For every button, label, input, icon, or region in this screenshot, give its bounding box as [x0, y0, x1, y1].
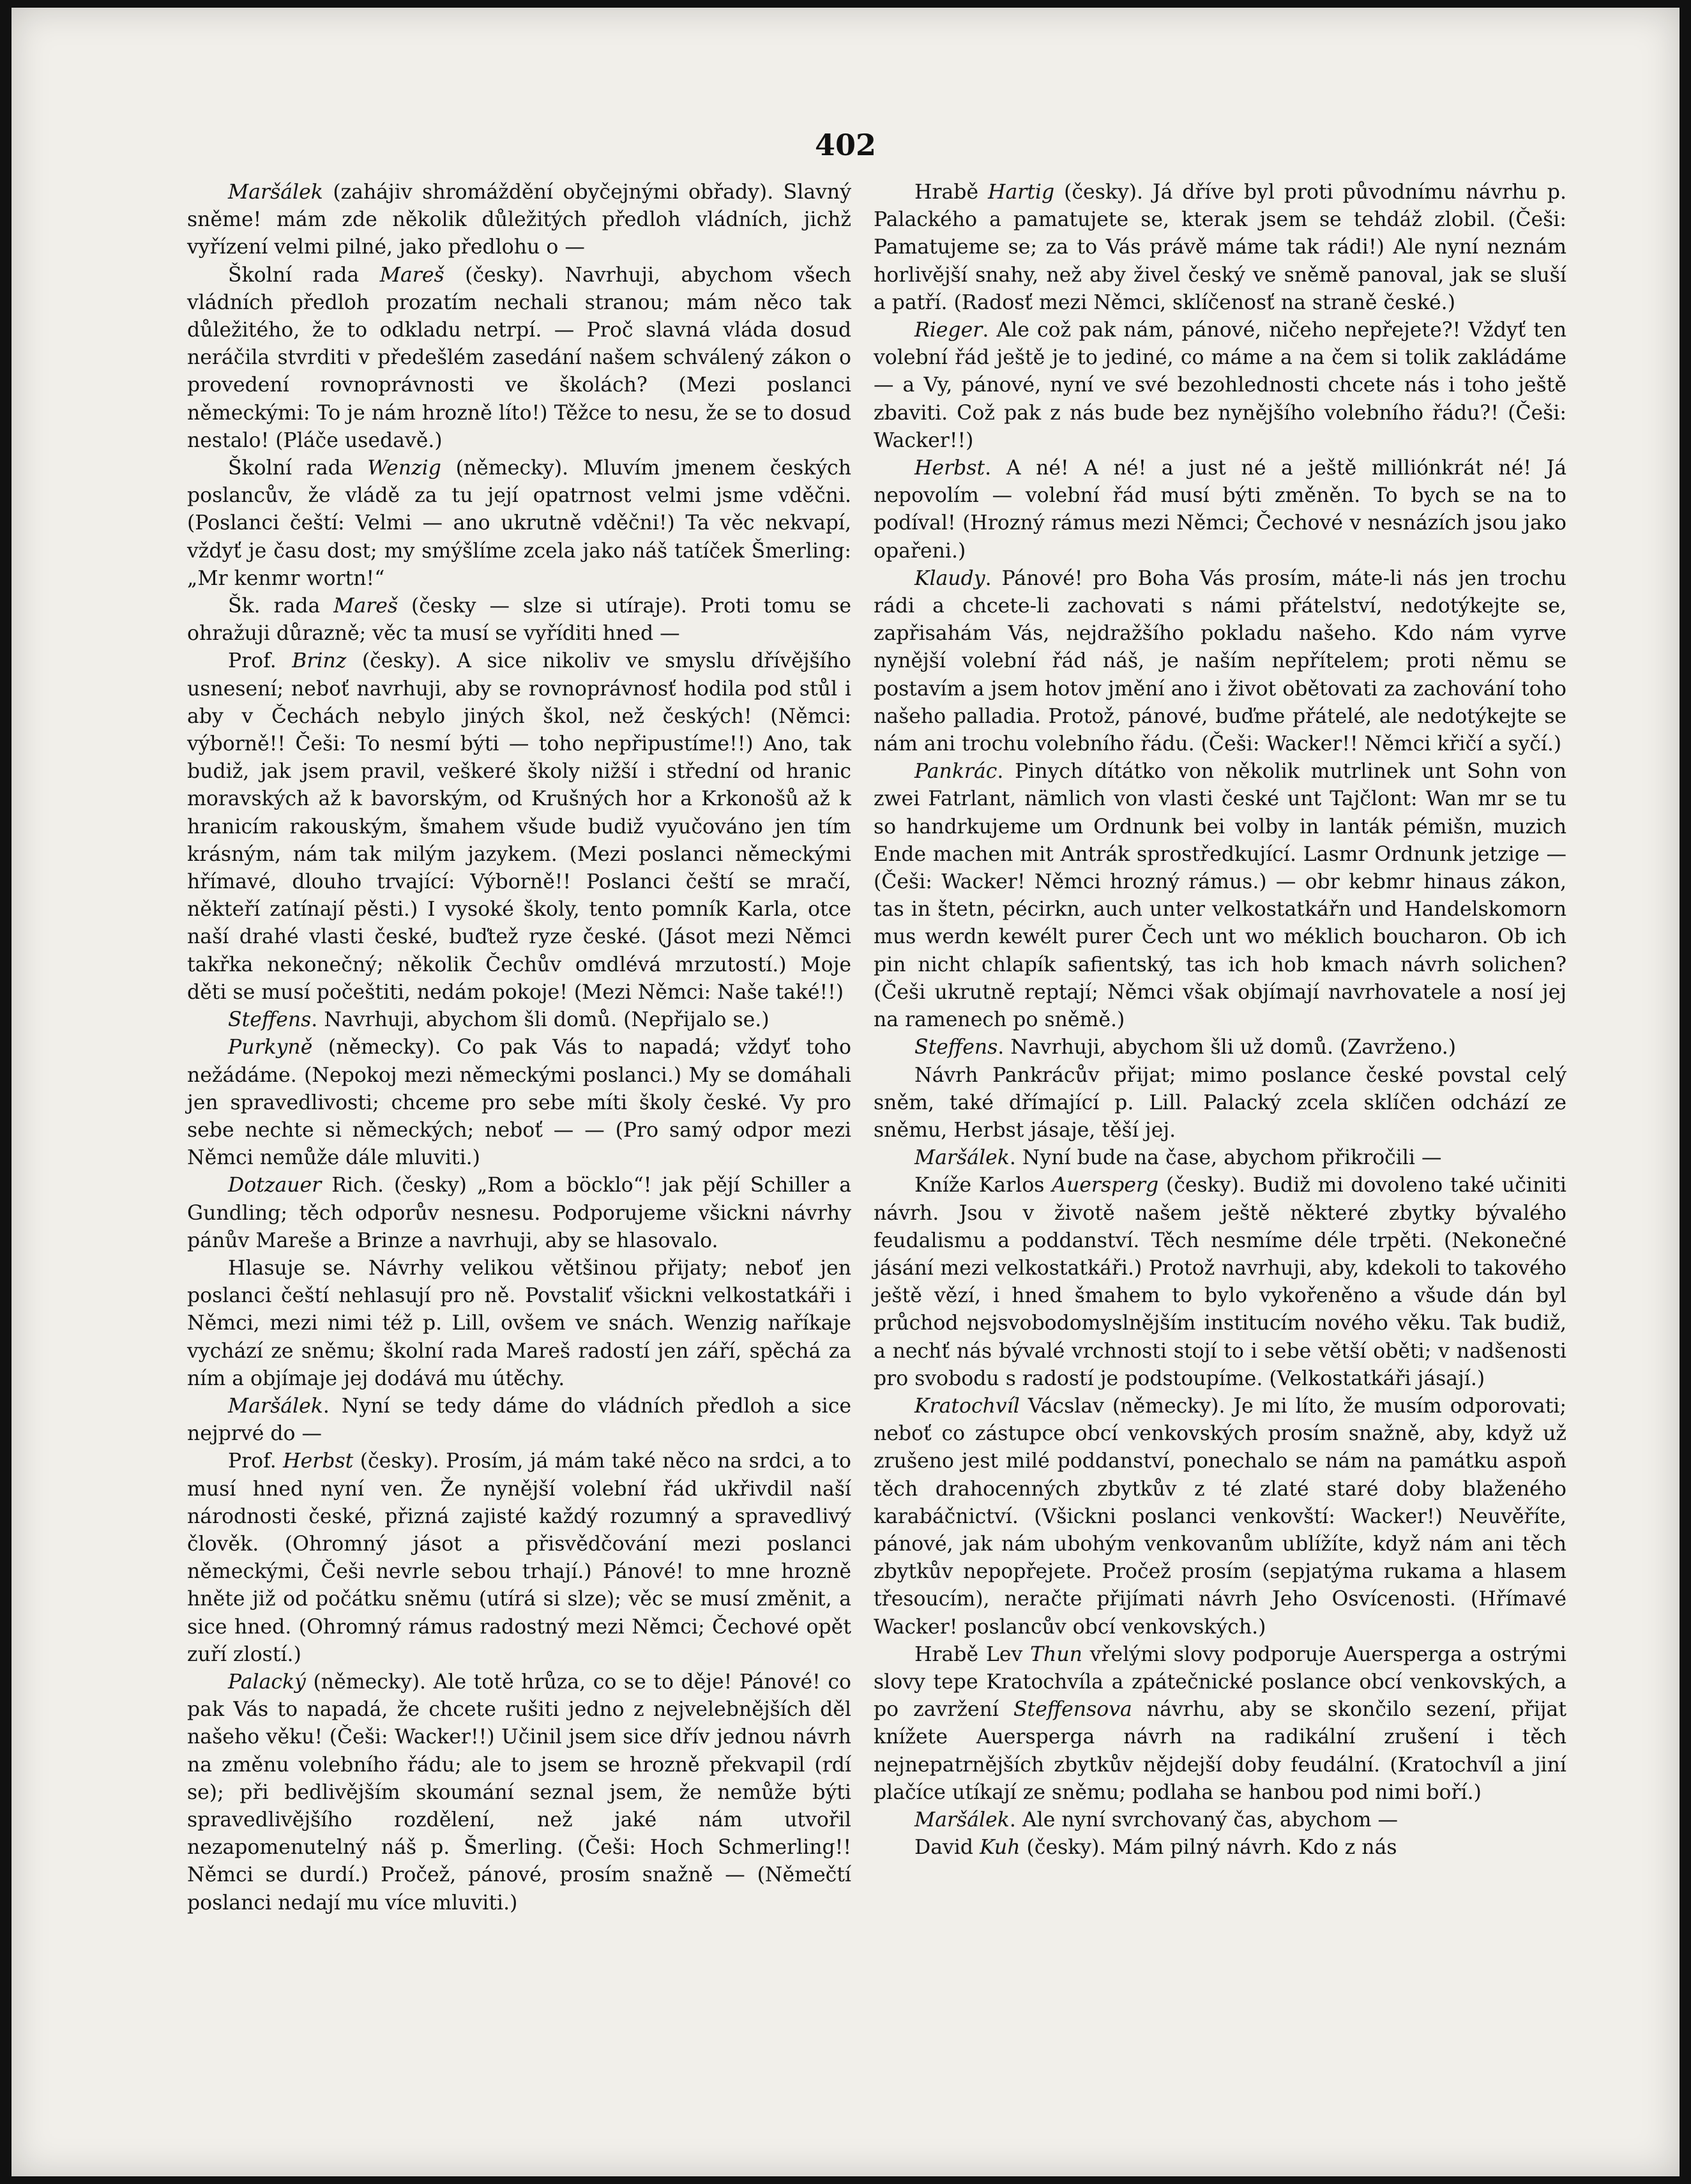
speech-text: (zahájiv shromáždění obyčejnými obřady). Slavný sněme! mám zde několik důležitých předloh vládních, jichž vyřízení velmi pilné, jako předlohu o —: [187, 181, 851, 259]
paragraph: [187, 455, 851, 593]
speaker-name: Wenzig: [367, 457, 441, 480]
narration-emphasis: Steffensova: [1013, 1698, 1132, 1722]
paragraph: [874, 1144, 1566, 1172]
paragraph: [874, 455, 1566, 565]
paragraph: [874, 1807, 1566, 1834]
paragraph: [187, 262, 851, 455]
speaker-prefix: Školní rada: [228, 263, 380, 287]
speaker-name: Kuh: [980, 1836, 1020, 1860]
speaker-name: Steffens: [228, 1008, 312, 1032]
paragraph: [187, 179, 851, 262]
speech-text: (německy). Co pak Vás to napadá; vždyť toho nežádáme. (Nepokoj mezi německými poslanci.) My se domáhali jen spravedlivosti; chceme pro sebe míti školy české. Vy pro sebe nechte si německých; neboť — — (Pro samý odpor mezi Němci nemůže dále mluviti.): [187, 1036, 851, 1170]
narration-text: Návrh Pankrácův přijat; mimo poslance české povstal celý sněm, také dřímající p. Lill. Palacký zcela sklíčen odchází ze sněmu, Herbst jásaje, těší jej.: [874, 1063, 1566, 1142]
speaker-name: Maršálek: [914, 1146, 1010, 1170]
paragraph: [187, 648, 851, 1006]
speaker-prefix: David: [914, 1836, 980, 1860]
speaker-prefix: Školní rada: [228, 457, 368, 480]
speech-text: Rich. (česky) „Rom a böcklo“! jak pějí Schiller a Gundling; těch odporův nesnesu. Podporujeme všickni návrhy pánův Mareše a Brinze a navrhuji, aby se hlasovalo.: [187, 1174, 851, 1252]
paragraph: [874, 1034, 1566, 1061]
paragraph: [874, 1062, 1566, 1145]
speech-text: (česky). Prosím, já mám také něco na srdci, a to musí hned nyní ven. Že nynější volební řád ukřivdil naší národnosti české, přizná zajisté každý rozumný a spravedlivý člověk. (Ohromný jásot a přisvědčování mezi poslanci německými, Češi nevrle sebou trhají.) Pánové! to mne hrozně hněte již od počátku sněmu (utírá si slze); věc se musí změnit, a sice hned. (Ohromný rámus radostný mezi Němci; Čechové opět zuří zlostí.): [187, 1450, 851, 1666]
paragraph: [187, 1034, 851, 1172]
paragraph: [187, 1172, 851, 1255]
paragraph: [187, 593, 851, 648]
page-number: 402: [814, 128, 877, 162]
speaker-prefix: Kníže Karlos: [914, 1174, 1052, 1197]
speech-text: . Nyní se tedy dáme do vládních předloh a sice nejprvé do —: [187, 1394, 851, 1446]
speaker-name: Dotzauer: [228, 1174, 322, 1197]
speech-text: . Navrhuji, abychom šli už domů. (Zavrženo.): [997, 1036, 1457, 1059]
newspaper-page: [11, 8, 1680, 2176]
narration-emphasis: Thun: [1030, 1642, 1082, 1666]
paragraph: [187, 1393, 851, 1448]
right-column: [874, 179, 1566, 2152]
speaker-name: Herbst: [283, 1450, 354, 1473]
speech-text: (německy). Ale totě hrůza, co se to děje! Pánové! co pak Vás to napadá, že chcete rušiti jedno z nejvelebnějších děl našeho věku! (Češi: Wacker!!) Učinil jsem sice dřív jednou návrh na změnu volebního řádu; ale to jsem se hrozně překvapil (rdí se); při bedlivějším skoumání seznal jsem, že nemůže býti spravedlivějšího rozdělení, než jaké nám utvořil nezapomenutelný náš p. Šmerling. (Češi: Hoch Schmerling!! Němci se durdí.) Pročež, pánové, prosím snažně — (Němečtí poslanci nedají mu více mluviti.): [187, 1670, 851, 1915]
speech-text: . Pánové! pro Boha Vás prosím, máte-li nás jen trochu rádi a chcete-li zachovati s námi přátelství, nedotýkejte se, zapřisahám Vás, nejdražšího pokladu našeho. Kdo nám vyrve nynější volební řád náš, je naším nepřítelem; proti němu se postavím a jsem hotov jmění ano i život obětovati za zachování toho našeho palladia. Protož, pánové, buďme přátelé, ale nedotýkejte se nám ani trochu volebního řádu. (Češi: Wacker!! Němci křičí a syčí.): [874, 566, 1566, 756]
speech-text: . Ale což pak nám, pánové, ničeho nepřejete?! Vždyť ten volební řád ještě je to jediné, co máme a na čem si tolik zakládáme — a Vy, pánové, nyní ve své bezohlednosti chcete nás i toho ještě zbaviti. Což pak z nás bude bez nynějšího volebního řádu?! (Češi: Wacker!!): [874, 319, 1566, 452]
speaker-name: Pankrác: [914, 760, 997, 784]
speaker-name: Palacký: [228, 1670, 306, 1694]
speech-text: . Nyní bude na čase, abychom přikročili —: [1009, 1146, 1442, 1170]
paragraph: [874, 1393, 1566, 1641]
paragraph: [187, 1448, 851, 1669]
speech-text: . Navrhuji, abychom šli domů. (Nepřijalo se.): [311, 1008, 770, 1032]
narration-text: vřelými slovy podporuje Auersperga a ostrými slovy tepe Kratochvíla a zpátečnické poslance obcí venkovských, a po zavržení: [874, 1642, 1566, 1722]
speaker-name: Kratochvíl: [914, 1394, 1020, 1418]
speaker-name: Mareš: [333, 595, 398, 618]
speaker-name: Maršálek: [228, 1394, 323, 1418]
narration-text: Hrabě Lev: [914, 1642, 1031, 1666]
paragraph: [187, 1669, 851, 1917]
paragraph: [874, 1641, 1566, 1807]
speaker-name: Klaudy: [914, 566, 985, 590]
speaker-name: Purkyně: [228, 1036, 313, 1059]
speech-text: (česky). Já dříve byl proti původnímu návrhu p. Palackého a pamatujete se, kterak jsem se tehdáž zlobil. (Češi: Pamatujeme se; za to Vás právě máme tak rádi!) Ale nyní neznám horlivější snahy, než aby živel český ve sněmě panoval, jak se sluší a patří. (Radosť mezi Němci, sklíčenosť na straně české.): [874, 181, 1566, 314]
speaker-name: Herbst: [914, 457, 985, 480]
narration-text: návrhu, aby se skončilo sezení, přijat knížete Auersperga návrh na radikální zrušení i těch nejnepatrnějších zbytkův nějdejší doby feudální. (Kratochvíl a jiní plačíce utíkají ze sněmu; podlaha se hanbou pod nimi boří.): [874, 1698, 1566, 1804]
speech-text: Vácslav (německy). Je mi líto, že musím odporovati; neboť co zástupce obcí venkovských prosím snažně, aby, když už zrušeno jest milé poddanství, ponechalo se nám na památku aspoň těch drahocenných zbytkův z té zlaté staré doby blaženého karabáčnictví. (Všickni poslanci venkovští: Wacker!) Neuvěříte, pánové, jak nám ubohým venkovanům ublížíte, když nám ani těch zbytkův nepopřejete. Pročež prosím (sepjatýma rukama a hlasem třesoucím), neračte přijímati návrh Jeho Osvícenosti. (Hřímavé Wacker! poslancův obcí venkovských.): [874, 1394, 1566, 1639]
speaker-name: Mareš: [379, 263, 444, 287]
paragraph: [874, 565, 1566, 758]
speech-text: (česky — slze si utíraje). Proti tomu se ohražuji důrazně; věc ta musí se vyříditi hned —: [187, 595, 851, 646]
narration-text: Hlasuje se. Návrhy velikou většinou přijaty; neboť jen poslanci čeští nehlasují pro ně. Povstaliť všickni velkostatkáři i Němci, mezi nimi též p. Lill, ovšem ve snách. Wenzig naříkaje vychází ze sněmu; školní rada Mareš radostí jen září, spěchá za ním a objímaje jej dodává mu útěchy.: [187, 1256, 851, 1390]
speech-text: (německy). Mluvím jmenem českých poslancův, že vládě za tu její opatrnost velmi jsme vděčni. (Poslanci čeští: Velmi — ano ukrutně vděčni!) Ta věc nekvapí, vždyť je času dost; my smýšlíme zcela jako náš tatíček Šmerling: „Mr kenmr wortn!“: [187, 457, 851, 590]
speaker-name: Rieger: [914, 319, 983, 342]
paragraph: [874, 179, 1566, 317]
speaker-name: Brinz: [292, 649, 347, 673]
left-column: [187, 179, 851, 2152]
speaker-name: Auersperg: [1052, 1174, 1159, 1197]
speech-text: (česky). Navrhuji, abychom všech vládních předloh prozatím nechali stranou; mám něco tak důležitého, že to odkladu netrpí. — Proč slavná vláda dosud neráčila stvrditi v předešlém zasedání našem schválený zákon o provedení rovnoprávnosti ve školách? (Mezi poslanci německými: To je nám hrozně líto!) Těžce to nesu, že se to dosud nestalo! (Pláče usedavě.): [187, 263, 851, 452]
speech-text: (česky). A sice nikoliv ve smyslu dřívějšího usnesení; neboť navrhuji, aby se rovnoprávnosť hodila pod stůl i aby v Čechách nebylo jiných škol, než českých! (Němci: výborně!! Češi: To nesmí býti — toho nepřipustíme!!) Ano, tak budiž, jak jsem pravil, veškeré školy nižší i střední od hranic moravských až k bavorským, od Krušných hor a Krkonošů až k hranicím rakouským, šmahem všude budiž vyučováno jen tím krásným, nám tak milým jazykem. (Mezi poslanci německými hřímavé, dlouho trvající: Výborně!! Poslanci čeští se mračí, někteří zatínají pěsti.) I vysoké školy, tento pomník Karla, otce naší drahé vlasti české, buďtež ryze české. (Jásot mezi Němci takřka nekonečný; několik Čechův omdlévá mrzutostí.) Moje děti se musí počeštiti, nedám pokoje! (Mezi Němci: Naše také!!): [187, 649, 851, 1004]
speech-text: . A né! A né! a just né a ještě milliónkrát né! Já nepovolím — volební řád musí býti změněn. To bych se na to podíval! (Hrozný rámus mezi Němci; Čechové v nesnázích jsou jako opařeni.): [874, 457, 1566, 563]
speech-text: (česky). Budiž mi dovoleno také učiniti návrh. Jsou v životě našem ještě některé zbytky bývalého feudalismu a poddanství. Těch nesmíme déle trpěti. (Nekonečné jásání mezi velkostatkáři.) Protož navrhuji, aby, kdekoli to takového ještě vězí, i hned šmahem to bylo vykořeněno a všude dán byl průchod nejsvobodomyslnějším institucím nového věku. Tak budiž, a nechť nás bývalé vrchnosti stojí to i sebe větší oběti; v nadšenosti pro svobodu s radostí je podstoupíme. (Velkostatkáři jásají.): [874, 1174, 1566, 1390]
paragraph: [874, 317, 1566, 455]
paragraph: [874, 1172, 1566, 1393]
speaker-name: Maršálek: [228, 181, 323, 204]
speaker-prefix: Prof.: [228, 649, 292, 673]
speech-text: . Ale nyní svrchovaný čas, abychom —: [1009, 1808, 1399, 1831]
paragraph: [187, 1255, 851, 1393]
speech-text: . Pinych dítátko von několik mutrlinek unt Sohn von zwei Fatrlant, nämlich von vlasti české unt Tajčlont: Wan mr se tu so handrkujeme um Ordnunk bei volby in lanták pémišn, muzich Ende machen mit Antrák sprostředkující. Lasmr Ordnunk jetzige — (Češi: Wacker! Němci hrozný rámus.) — obr kebmr hinaus zákon, tas in štetn, pécirkn, auch unter velkostatkářn und Handelskomorn mus werdn kewélt purer Čech unt wo méklich boucharon. Ob ich pin nicht chlapík safientský, tas ich hob kmach návrh solichen? (Češi ukrutně reptají; Němci však objímají navrhovatele a nosí jej na ramenech po sněmě.): [874, 760, 1566, 1032]
paragraph: [187, 1006, 851, 1034]
speaker-prefix: Šk. rada: [228, 595, 334, 618]
speaker-prefix: Hrabě: [914, 181, 989, 204]
speech-text: (česky). Mám pilný návrh. Kdo z nás: [1020, 1836, 1397, 1860]
speaker-prefix: Prof.: [228, 1450, 284, 1473]
paragraph: [874, 1834, 1566, 1862]
paragraph: [874, 758, 1566, 1034]
speaker-name: Steffens: [914, 1036, 998, 1059]
speaker-name: Hartig: [988, 181, 1055, 204]
speaker-name: Maršálek: [914, 1808, 1010, 1831]
